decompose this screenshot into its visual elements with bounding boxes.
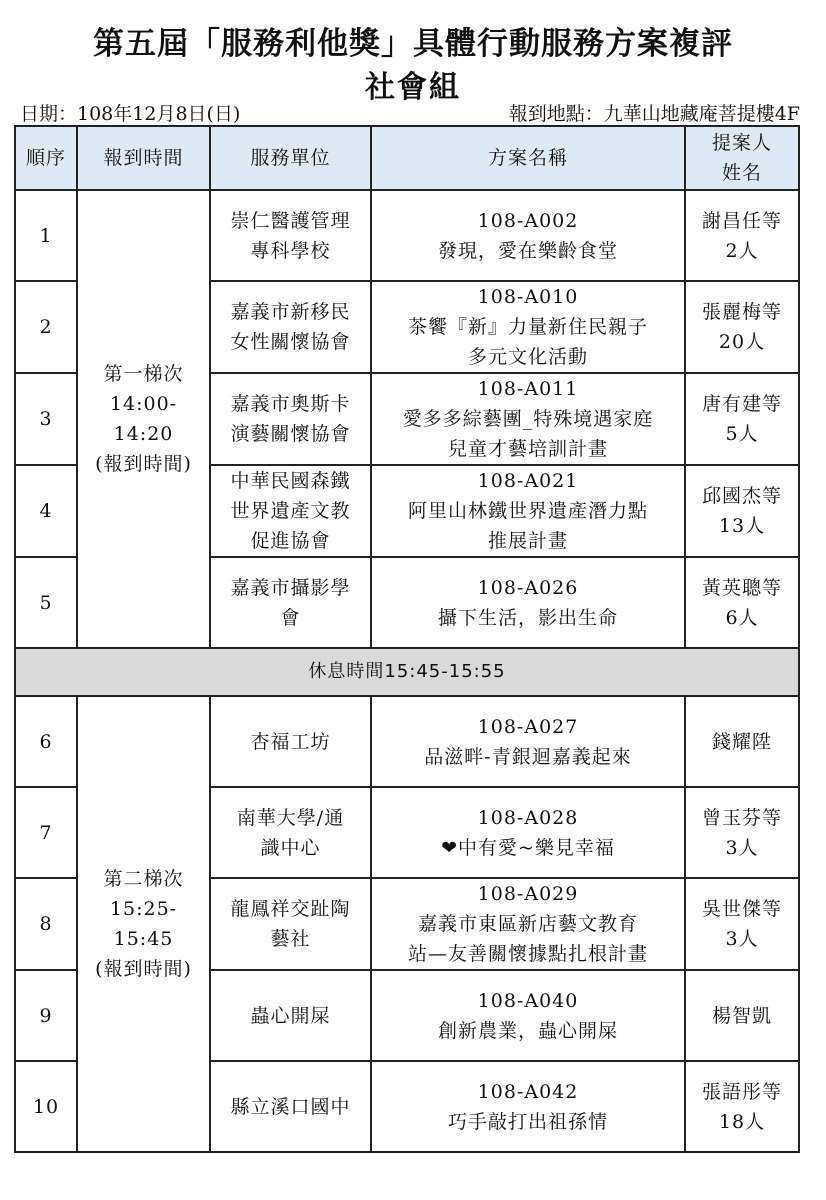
break-row <box>15 648 799 696</box>
order-cell-line: 6 <box>39 730 53 753</box>
project-cell-line: 108-A010 <box>477 286 579 308</box>
project-cell <box>371 1061 685 1152</box>
project-cell-line: 站—友善關懷據點扎根計畫 <box>407 943 648 965</box>
unit-cell-line: 蟲心開屎 <box>250 1004 331 1027</box>
schedule-table <box>14 125 800 1153</box>
order-cell <box>15 696 77 787</box>
order-cell-line: 8 <box>39 913 53 935</box>
order-cell-line: 10 <box>32 1095 60 1118</box>
project-cell-line: 嘉義市東區新店藝文教育 <box>417 913 638 935</box>
proposer-cell <box>685 878 799 970</box>
unit-cell-line: 南華大學/通 <box>236 806 345 829</box>
order-cell-line: 1 <box>39 224 53 247</box>
proposer-cell-line: 13人 <box>718 515 766 537</box>
unit-cell-line: 世界遺產文教 <box>230 500 351 522</box>
project-cell-line: 多元文化活動 <box>467 346 588 368</box>
project-cell <box>371 373 685 465</box>
proposer-cell-line: 曾玉芬等 <box>701 806 782 829</box>
unit-cell <box>210 1061 371 1152</box>
proposer-cell <box>685 970 799 1061</box>
order-cell <box>15 281 77 373</box>
proposer-cell-line: 邱國杰等 <box>701 485 782 507</box>
order-cell-line: 4 <box>39 500 53 522</box>
proposer-cell-line: 吳世傑等 <box>701 898 782 920</box>
proposer-cell-line: 黃英聰等 <box>701 576 782 599</box>
unit-cell <box>210 787 371 878</box>
batch-time-cell-line: 15:25- <box>109 898 178 920</box>
batch-time-cell-line: 15:45 <box>113 928 174 950</box>
order-cell-line: 2 <box>39 316 53 338</box>
project-cell-line: 108-A002 <box>477 209 579 232</box>
project-cell-line: 108-A026 <box>477 576 579 599</box>
project-cell-line: 阿里山林鐵世界遺產潛力點 <box>407 500 648 522</box>
project-cell-line: 茶饗『新』力量新住民親子 <box>407 316 648 338</box>
proposer-cell-line: 5人 <box>725 423 759 445</box>
order-cell-line: 7 <box>39 821 53 844</box>
order-cell <box>15 787 77 878</box>
unit-cell-line: 杏福工坊 <box>250 730 331 753</box>
proposer-cell-line: 6人 <box>725 606 759 629</box>
project-cell-line: 108-A028 <box>477 806 579 829</box>
project-cell <box>371 190 685 281</box>
project-cell-line: 愛多多綜藝團_特殊境遇家庭 <box>402 408 654 430</box>
unit-cell-line: 專科學校 <box>250 239 331 262</box>
location-text: 報到地點：九華山地藏庵菩提樓4F <box>508 103 800 125</box>
order-cell-line: 5 <box>39 591 53 614</box>
table-row <box>15 190 799 281</box>
proposer-cell <box>685 373 799 465</box>
unit-cell-line: 龍鳳祥交趾陶 <box>230 898 351 920</box>
proposer-cell-line: 謝昌任等 <box>701 209 782 232</box>
project-cell-line: 108-A042 <box>477 1080 579 1103</box>
header-project: 方案名稱 <box>371 126 685 190</box>
batch-time-cell-line: (報到時間) <box>95 958 192 980</box>
proposer-cell-line: 2人 <box>725 239 759 262</box>
project-cell-line: ❤中有愛~樂見幸福 <box>441 836 615 859</box>
project-cell <box>371 281 685 373</box>
header-proposer: 提案人 姓名 <box>685 126 799 190</box>
unit-cell-line: 嘉義市奧斯卡 <box>230 393 351 415</box>
unit-cell-line: 藝社 <box>270 928 311 950</box>
unit-cell-line: 識中心 <box>260 836 321 859</box>
order-cell <box>15 557 77 648</box>
unit-cell-line: 演藝關懷協會 <box>230 423 351 445</box>
proposer-cell-line: 張語彤等 <box>701 1080 782 1103</box>
table-header-row <box>15 126 799 190</box>
order-cell-line: 9 <box>39 1004 53 1027</box>
unit-cell-line: 中華民國森鐵 <box>230 470 351 492</box>
proposer-cell-line: 錢耀陞 <box>711 730 772 753</box>
proposer-cell-line: 3人 <box>725 836 759 859</box>
proposer-cell-line: 3人 <box>725 928 759 950</box>
project-cell <box>371 696 685 787</box>
project-cell <box>371 465 685 557</box>
project-cell-line: 兒童才藝培訓計畫 <box>447 438 608 460</box>
project-cell-line: 巧手敲打出祖孫情 <box>447 1110 608 1133</box>
project-cell-line: 推展計畫 <box>487 530 568 552</box>
unit-cell <box>210 696 371 787</box>
table-row <box>15 696 799 787</box>
project-cell <box>371 970 685 1061</box>
project-cell-line: 發現，愛在樂齡食堂 <box>437 239 618 262</box>
unit-cell-line: 女性關懷協會 <box>230 331 351 353</box>
project-cell-line: 108-A021 <box>477 470 579 492</box>
batch-time-cell <box>77 190 210 648</box>
unit-cell-line: 會 <box>280 606 301 629</box>
unit-cell <box>210 557 371 648</box>
proposer-cell <box>685 557 799 648</box>
order-cell <box>15 465 77 557</box>
proposer-cell <box>685 465 799 557</box>
order-cell <box>15 373 77 465</box>
proposer-cell-line: 張麗梅等 <box>701 301 782 323</box>
unit-cell-line: 嘉義市攝影學 <box>230 576 351 599</box>
header-unit: 服務單位 <box>210 126 371 190</box>
header-time: 報到時間 <box>77 126 210 190</box>
unit-cell <box>210 281 371 373</box>
project-cell <box>371 878 685 970</box>
proposer-cell-line: 20人 <box>718 331 766 353</box>
document-title: 第五屆「服務利他獎」具體行動服務方案複評 <box>93 26 733 62</box>
proposer-cell <box>685 281 799 373</box>
document-subtitle: 社會組 <box>365 70 461 105</box>
project-cell-line: 108-A040 <box>477 989 579 1012</box>
unit-cell <box>210 465 371 557</box>
order-cell <box>15 190 77 281</box>
batch-time-cell-line: 14:00- <box>109 393 178 415</box>
break-time-cell: 休息時間15:45-15:55 <box>15 648 799 696</box>
batch-time-cell <box>77 696 210 1152</box>
unit-cell-line: 崇仁醫護管理 <box>230 209 351 232</box>
unit-cell-line: 嘉義市新移民 <box>230 301 351 323</box>
unit-cell <box>210 190 371 281</box>
proposer-cell <box>685 696 799 787</box>
proposer-cell <box>685 190 799 281</box>
project-cell-line: 108-A029 <box>477 883 579 905</box>
project-cell-line: 108-A027 <box>477 715 579 738</box>
proposer-cell-line: 唐有建等 <box>701 393 782 415</box>
header-order: 順序 <box>15 126 77 190</box>
batch-time-cell-line: 14:20 <box>113 423 174 445</box>
project-cell-line: 攝下生活，影出生命 <box>437 606 618 629</box>
batch-time-cell-line: (報到時間) <box>95 453 192 475</box>
order-cell-line: 3 <box>39 408 53 430</box>
unit-cell-line: 促進協會 <box>250 530 331 552</box>
order-cell <box>15 970 77 1061</box>
project-cell-line: 108-A011 <box>477 378 579 400</box>
unit-cell-line: 縣立溪口國中 <box>230 1095 351 1118</box>
proposer-cell-line: 18人 <box>718 1110 766 1133</box>
date-text: 日期：108年12月8日(日) <box>20 103 241 125</box>
unit-cell <box>210 970 371 1061</box>
order-cell <box>15 878 77 970</box>
unit-cell <box>210 373 371 465</box>
proposer-cell <box>685 787 799 878</box>
batch-time-cell-line: 第二梯次 <box>103 868 184 890</box>
proposer-cell <box>685 1061 799 1152</box>
project-cell-line: 品滋畔-青銀迴嘉義起來 <box>424 745 632 768</box>
project-cell <box>371 787 685 878</box>
batch-time-cell-line: 第一梯次 <box>103 363 184 385</box>
proposer-cell-line: 楊智凱 <box>711 1004 772 1027</box>
order-cell <box>15 1061 77 1152</box>
unit-cell <box>210 878 371 970</box>
project-cell-line: 創新農業，蟲心開屎 <box>437 1019 618 1042</box>
project-cell <box>371 557 685 648</box>
